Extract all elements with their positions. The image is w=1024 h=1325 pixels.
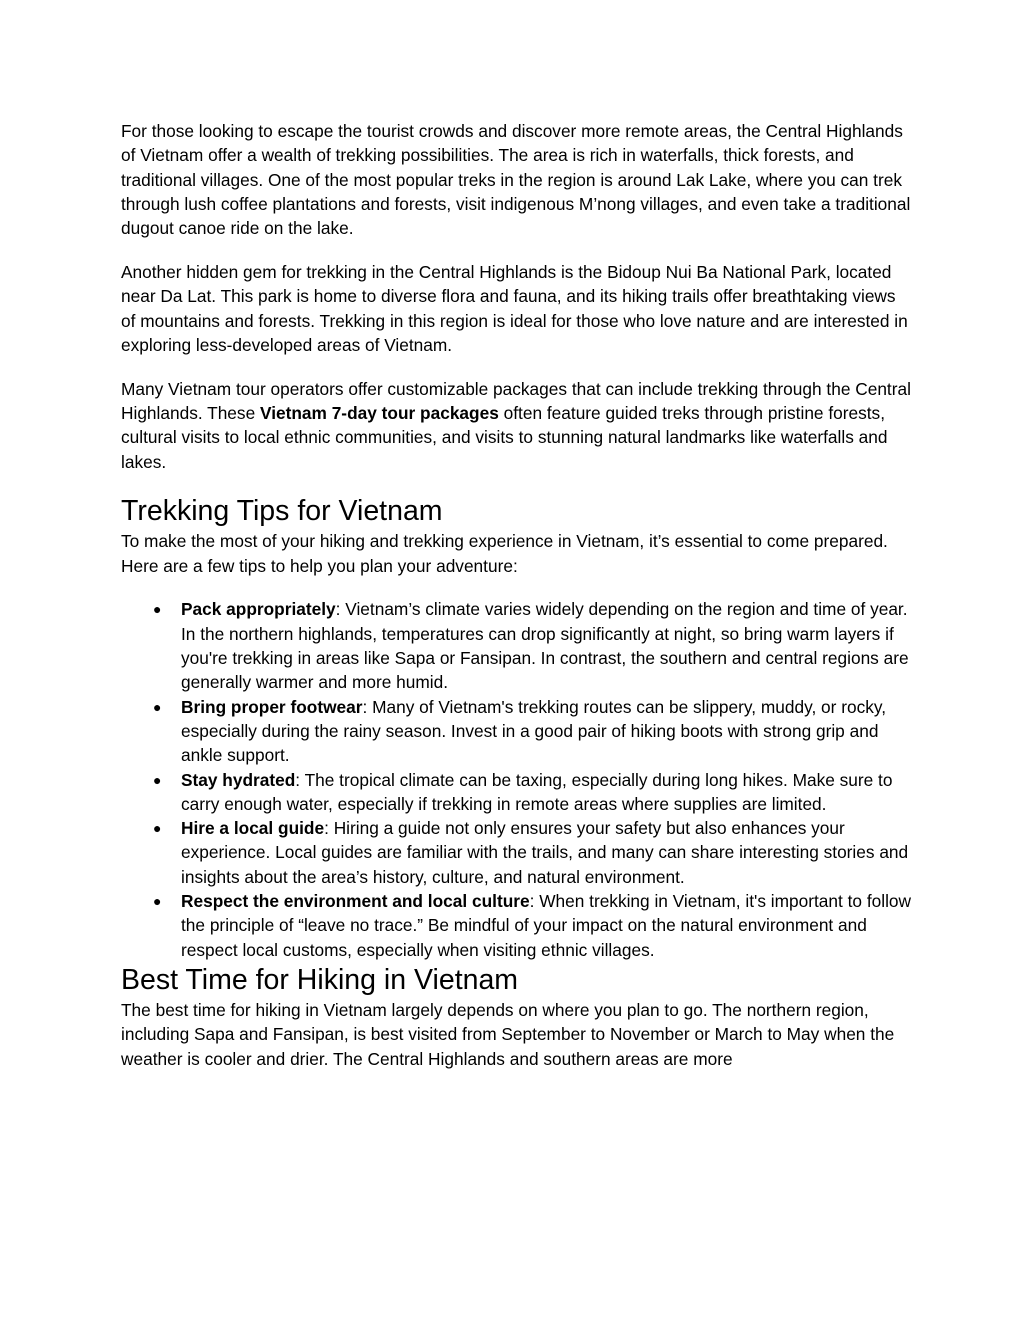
paragraph-central-highlands: For those looking to escape the tourist crowds and discover more remote areas, the Central Highlands of Vietnam offer a wealth of trekking possibilities. The area is rich in waterfalls, thick forests, and traditional villages. One of the most popular treks in the region is around Lak Lake, where you can trek through lush coffee plantations and forests, visit indigenous M’nong villages, and even take a traditional dugout canoe ride on the lake. <box>121 121 911 239</box>
paragraph-bidoup-nui-ba: Another hidden gem for trekking in the Central Highlands is the Bidoup Nui Ba National Park, located near Da Lat. This park is home to diverse flora and fauna, and its hiking trails offer breathtaking views of mountains and forests. Trekking in this region is ideal for those who love nature and are interested in exploring less-developed areas of Vietnam. <box>121 261 908 355</box>
list-item <box>121 816 911 889</box>
heading-trekking-tips: Trekking Tips for Vietnam <box>121 495 443 528</box>
list-item-text: : Vietnam’s climate varies widely depending on the region and time of year. In the northern highlands, temperatures can drop significantly at night, so bring warm layers if you're trekking in areas like Sapa or Fansipan. In contrast, the southern and central regions are generally warmer and more humid. <box>181 599 909 693</box>
document-page <box>121 119 911 1090</box>
list-item-text: : The tropical climate can be taxing, especially during long hikes. Make sure to carry enough water, especially if trekking in remote areas where supplies are limited. <box>181 769 893 814</box>
list-item <box>121 695 911 768</box>
list-item-title: Pack appropriately <box>181 599 336 620</box>
paragraph-tour-operators <box>121 377 911 474</box>
bullet-icon: ● <box>153 820 162 837</box>
heading-best-time: Best Time for Hiking in Vietnam <box>121 963 519 996</box>
bullet-icon: ● <box>153 893 162 910</box>
list-item-title: Hire a local guide <box>181 818 325 839</box>
list-item <box>121 889 911 962</box>
paragraph-text: Many Vietnam tour operators offer customizable packages that can include trekking through the Central Highlands. These <box>121 378 911 423</box>
list-item-title: Stay hydrated <box>181 769 296 790</box>
bullet-icon: ● <box>153 698 162 715</box>
tips-list <box>121 597 911 961</box>
bullet-icon: ● <box>153 771 162 788</box>
paragraph-text: often feature guided treks through pristine forests, cultural visits to local ethnic communities, and visits to stunning natural landmarks like waterfalls and lakes. <box>121 402 888 472</box>
list-item <box>121 597 911 694</box>
list-item-text: : Hiring a guide not only ensures your safety but also enhances your experience. Local guides are familiar with the trails, and many can share interesting stories and insights about the area’s history, culture, and natural environment. <box>181 818 909 887</box>
list-item-title: Respect the environment and local culture <box>181 891 530 912</box>
bullet-icon: ● <box>153 601 162 618</box>
bold-phrase: Vietnam 7-day tour packages <box>259 402 499 423</box>
list-item-text: : Many of Vietnam's trekking routes can be slippery, muddy, or rocky, especially during the rainy season. Invest in a good pair of hiking boots with strong grip and ankle support. <box>181 696 887 766</box>
paragraph-tips-intro: To make the most of your hiking and trekking experience in Vietnam, it’s essential to come prepared. Here are a few tips to help you plan your adventure: <box>121 531 888 576</box>
list-item-title: Bring proper footwear <box>181 696 363 717</box>
list-item <box>121 768 911 817</box>
paragraph-best-time-intro: The best time for hiking in Vietnam largely depends on where you plan to go. The northern region, including Sapa and Fansipan, is best visited from September to November or March to May when the weather is cooler and drier. The Central Highlands and southern areas are more <box>121 999 895 1069</box>
list-item-text: : When trekking in Vietnam, it's important to follow the principle of “leave no trace.” Be mindful of your impact on the natural environment and respect local customs, especially when visiting ethnic villages. <box>181 891 912 960</box>
